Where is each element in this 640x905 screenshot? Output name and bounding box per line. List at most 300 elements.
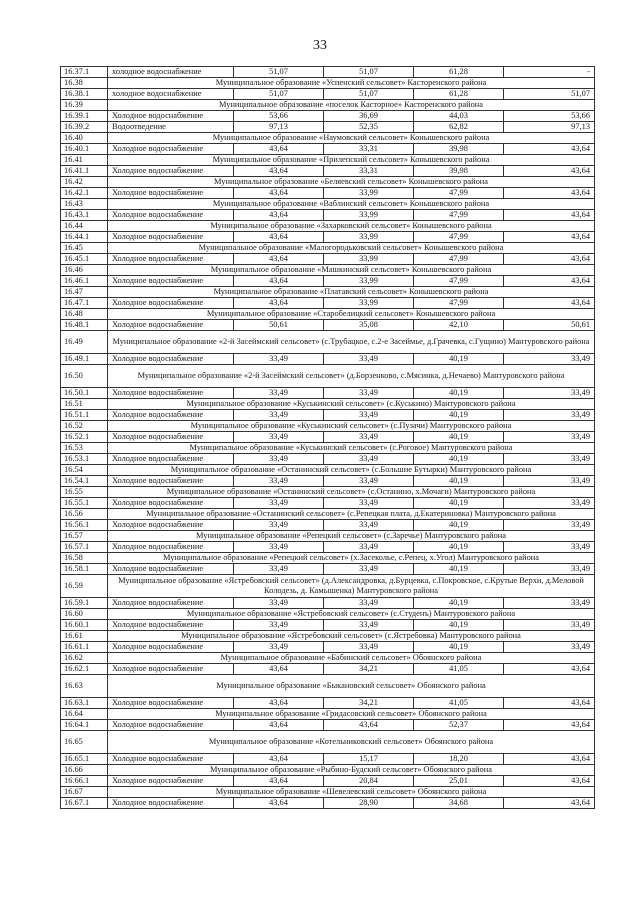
municipality-name: Муниципальное образование «Рыбино-Будский сельсовет» Обоянского района: [108, 765, 595, 776]
service-name: Холодное водоснабжение: [108, 542, 234, 553]
tariff-row: [61, 122, 595, 133]
tariff-value-4: 33,49: [504, 642, 595, 653]
municipality-row: [61, 553, 595, 564]
municipality-row: [61, 465, 595, 476]
tariff-value-2: 33,31: [324, 144, 414, 155]
tariff-value-3: 40,19: [414, 354, 504, 365]
municipality-row: [61, 487, 595, 498]
tariff-value-4: 33,49: [504, 410, 595, 421]
municipality-name: Муниципальное образование «Репецкий сельсовет» (х.Засеколье, с.Репец, х.Угол) Мантуровского района: [108, 553, 595, 564]
tariff-value-1: 53,66: [234, 111, 324, 122]
tariff-row: [61, 276, 595, 287]
tariff-row: [61, 320, 595, 331]
municipality-name: Муниципальное образование «Ястребовский сельсовет» (с.Ястребовка) Мантуровского района: [108, 631, 595, 642]
service-name: Холодное водоснабжение: [108, 776, 234, 787]
row-number: 16.52.1: [61, 432, 108, 443]
tariff-value-4: 43,64: [504, 210, 595, 221]
tariff-value-1: 43,64: [234, 210, 324, 221]
tariff-value-2: 33,49: [324, 432, 414, 443]
row-number: 16.45: [61, 243, 108, 254]
row-number: 16.40: [61, 133, 108, 144]
municipality-row: [61, 399, 595, 410]
tariff-value-4: 43,64: [504, 166, 595, 177]
tariff-value-4: 43,64: [504, 720, 595, 731]
row-number: 16.55.1: [61, 498, 108, 509]
service-name: Холодное водоснабжение: [108, 720, 234, 731]
tariff-value-3: 40,19: [414, 520, 504, 531]
tariff-value-4: 43,64: [504, 254, 595, 265]
row-number: 16.63.1: [61, 698, 108, 709]
row-number: 16.42: [61, 177, 108, 188]
row-number: 16.48: [61, 309, 108, 320]
municipality-row: [61, 575, 595, 598]
service-name: Холодное водоснабжение: [108, 166, 234, 177]
service-name: Холодное водоснабжение: [108, 798, 234, 809]
row-number: 16.38.1: [61, 89, 108, 100]
tariff-value-1: 43,64: [234, 276, 324, 287]
tariff-value-3: 42,10: [414, 320, 504, 331]
municipality-name: Муниципальное образование «Ястребовский сельсовет» (д.Александровка, д.Бурцевка, с.Покровское, с.Крутые Верхи, д.Меловой Колодезь, д. Камышенка) Мантуровского района: [108, 575, 595, 598]
tariff-value-3: 40,19: [414, 642, 504, 653]
tariff-row: [61, 254, 595, 265]
tariff-value-3: 61,28: [414, 89, 504, 100]
tariff-row: [61, 210, 595, 221]
tariff-value-2: 33,49: [324, 620, 414, 631]
row-number: 16.43.1: [61, 210, 108, 221]
tariff-value-3: 40,19: [414, 454, 504, 465]
row-number: 16.51: [61, 399, 108, 410]
tariff-value-3: 47,99: [414, 298, 504, 309]
tariff-value-1: 43,64: [234, 188, 324, 199]
municipality-name: Муниципальное образование «Останинский сельсовет» (с.Останино, х.Мочаги) Мантуровского района: [108, 487, 595, 498]
tariff-value-2: 33,99: [324, 210, 414, 221]
tariff-value-3: 41,05: [414, 698, 504, 709]
row-number: 16.39.1: [61, 111, 108, 122]
tariff-row: [61, 476, 595, 487]
municipality-name: Муниципальное образование «2-й Засеймский сельсовет» (д.Борзенково, с.Мясинка, д.Нечаево) Мантуровского района: [108, 365, 595, 388]
row-number: 16.54.1: [61, 476, 108, 487]
row-number: 16.37.1: [61, 67, 108, 78]
tariff-value-3: 47,99: [414, 276, 504, 287]
service-name: Холодное водоснабжение: [108, 144, 234, 155]
tariff-value-4: 43,64: [504, 276, 595, 287]
tariff-row: [61, 144, 595, 155]
service-name: Холодное водоснабжение: [108, 498, 234, 509]
municipality-row: [61, 287, 595, 298]
tariff-row: [61, 798, 595, 809]
tariff-row: [61, 232, 595, 243]
tariff-row: [61, 188, 595, 199]
tariff-value-4: 33,49: [504, 454, 595, 465]
row-number: 16.60: [61, 609, 108, 620]
row-number: 16.66: [61, 765, 108, 776]
tariff-value-2: 51,07: [324, 67, 414, 78]
tariff-value-1: 43,64: [234, 254, 324, 265]
tariff-value-3: 47,99: [414, 232, 504, 243]
service-name: Водоотведение: [108, 122, 234, 133]
municipality-name: Муниципальное образование «Бабинский сельсовет» Обоянского района: [108, 653, 595, 664]
row-number: 16.47.1: [61, 298, 108, 309]
row-number: 16.44: [61, 221, 108, 232]
tariff-value-3: 39,98: [414, 144, 504, 155]
municipality-row: [61, 365, 595, 388]
tariff-value-4: 43,64: [504, 754, 595, 765]
municipality-row: [61, 199, 595, 210]
page-number: 33: [313, 38, 327, 53]
tariff-value-4: 43,64: [504, 698, 595, 709]
tariff-value-2: 33,99: [324, 232, 414, 243]
tariff-row: [61, 542, 595, 553]
tariff-value-4: 43,64: [504, 776, 595, 787]
tariff-value-2: 33,99: [324, 188, 414, 199]
row-number: 16.51.1: [61, 410, 108, 421]
service-name: холодное водоснабжение: [108, 89, 234, 100]
tariff-row: [61, 388, 595, 399]
tariff-value-3: 40,19: [414, 476, 504, 487]
municipality-row: [61, 509, 595, 520]
service-name: холодное водоснабжение: [108, 67, 234, 78]
tariff-value-2: 33,99: [324, 254, 414, 265]
tariff-value-2: 33,31: [324, 166, 414, 177]
tariff-table: [60, 66, 595, 809]
tariff-value-1: 33,49: [234, 598, 324, 609]
row-number: 16.57.1: [61, 542, 108, 553]
tariff-value-3: 62,82: [414, 122, 504, 133]
tariff-value-2: 34,21: [324, 664, 414, 675]
tariff-row: [61, 166, 595, 177]
row-number: 16.53.1: [61, 454, 108, 465]
tariff-row: [61, 698, 595, 709]
service-name: Холодное водоснабжение: [108, 254, 234, 265]
tariff-value-4: 43,64: [504, 232, 595, 243]
municipality-row: [61, 421, 595, 432]
tariff-value-4: 33,49: [504, 620, 595, 631]
tariff-row: [61, 454, 595, 465]
municipality-name: Муниципальное образование «Наумовский сельсовет» Конышевского района: [108, 133, 595, 144]
municipality-row: [61, 731, 595, 754]
tariff-value-4: 50,61: [504, 320, 595, 331]
tariff-row: [61, 720, 595, 731]
row-number: 16.41: [61, 155, 108, 166]
municipality-name: Муниципальное образование «Куськинский сельсовет» (с.Роговое) Мантуровского района: [108, 443, 595, 454]
tariff-value-1: 43,64: [234, 776, 324, 787]
tariff-row: [61, 776, 595, 787]
row-number: 16.43: [61, 199, 108, 210]
municipality-row: [61, 631, 595, 642]
tariff-value-2: 51,07: [324, 89, 414, 100]
tariff-value-4: 51,07: [504, 89, 595, 100]
tariff-value-3: 34,68: [414, 798, 504, 809]
tariff-row: [61, 664, 595, 675]
tariff-value-2: 15,17: [324, 754, 414, 765]
service-name: Холодное водоснабжение: [108, 354, 234, 365]
municipality-name: Муниципальное образование «Платавский сельсовет» Конышевского района: [108, 287, 595, 298]
row-number: 16.46.1: [61, 276, 108, 287]
municipality-row: [61, 100, 595, 111]
tariff-value-1: 43,64: [234, 720, 324, 731]
tariff-value-4: 97,13: [504, 122, 595, 133]
tariff-value-3: 40,19: [414, 498, 504, 509]
row-number: 16.58: [61, 553, 108, 564]
municipality-row: [61, 155, 595, 166]
tariff-value-1: 33,49: [234, 642, 324, 653]
tariff-value-2: 52,35: [324, 122, 414, 133]
tariff-value-2: 28,90: [324, 798, 414, 809]
row-number: 16.49: [61, 331, 108, 354]
row-number: 16.59: [61, 575, 108, 598]
service-name: Холодное водоснабжение: [108, 620, 234, 631]
tariff-value-2: 33,49: [324, 642, 414, 653]
tariff-table-body: [61, 67, 595, 809]
municipality-name: Муниципальное образование «Старобелицкий сельсовет» Конышевского района: [108, 309, 595, 320]
row-number: 16.64.1: [61, 720, 108, 731]
tariff-value-3: 44,03: [414, 111, 504, 122]
municipality-row: [61, 531, 595, 542]
row-number: 16.61: [61, 631, 108, 642]
tariff-value-1: 33,49: [234, 498, 324, 509]
tariff-value-4: 43,64: [504, 664, 595, 675]
municipality-row: [61, 443, 595, 454]
tariff-value-1: 51,07: [234, 89, 324, 100]
tariff-value-3: 40,19: [414, 432, 504, 443]
municipality-name: Муниципальное образование «Беляевский сельсовет» Конышевского района: [108, 177, 595, 188]
tariff-value-4: 33,49: [504, 388, 595, 399]
municipality-row: [61, 133, 595, 144]
row-number: 16.44.1: [61, 232, 108, 243]
municipality-row: [61, 243, 595, 254]
row-number: 16.45.1: [61, 254, 108, 265]
row-number: 16.66.1: [61, 776, 108, 787]
row-number: 16.47: [61, 287, 108, 298]
tariff-value-3: 61,28: [414, 67, 504, 78]
row-number: 16.63: [61, 675, 108, 698]
tariff-value-1: 33,49: [234, 432, 324, 443]
tariff-value-3: 47,99: [414, 188, 504, 199]
municipality-name: Муниципальное образование «Успенский сельсовет» Касторенского района: [108, 78, 595, 89]
municipality-name: Муниципальное образование «Останинский сельсовет» (с.Большие Бутырки) Мантуровского района: [108, 465, 595, 476]
row-number: 16.46: [61, 265, 108, 276]
tariff-value-1: 51,07: [234, 67, 324, 78]
row-number: 16.65.1: [61, 754, 108, 765]
tariff-value-4: 33,49: [504, 542, 595, 553]
tariff-value-1: 43,64: [234, 754, 324, 765]
tariff-value-3: 40,19: [414, 564, 504, 575]
tariff-value-1: 43,64: [234, 298, 324, 309]
tariff-value-2: 33,49: [324, 388, 414, 399]
tariff-row: [61, 564, 595, 575]
service-name: Холодное водоснабжение: [108, 642, 234, 653]
tariff-value-4: 43,64: [504, 798, 595, 809]
tariff-value-4: 43,64: [504, 144, 595, 155]
tariff-value-4: 33,49: [504, 520, 595, 531]
municipality-name: Муниципальное образование «Быкановский сельсовет» Обоянского района: [108, 675, 595, 698]
service-name: Холодное водоснабжение: [108, 698, 234, 709]
tariff-value-4: 33,49: [504, 598, 595, 609]
tariff-value-2: 34,21: [324, 698, 414, 709]
tariff-value-2: 33,49: [324, 598, 414, 609]
row-number: 16.64: [61, 709, 108, 720]
tariff-value-1: 43,64: [234, 144, 324, 155]
row-number: 16.56: [61, 509, 108, 520]
row-number: 16.55: [61, 487, 108, 498]
row-number: 16.50.1: [61, 388, 108, 399]
tariff-value-1: 33,49: [234, 620, 324, 631]
tariff-value-2: 33,49: [324, 410, 414, 421]
tariff-value-1: 97,13: [234, 122, 324, 133]
row-number: 16.40.1: [61, 144, 108, 155]
row-number: 16.48.1: [61, 320, 108, 331]
tariff-value-3: 41,05: [414, 664, 504, 675]
row-number: 16.41.1: [61, 166, 108, 177]
tariff-value-2: 33,99: [324, 298, 414, 309]
service-name: Холодное водоснабжение: [108, 188, 234, 199]
tariff-value-1: 43,64: [234, 232, 324, 243]
service-name: Холодное водоснабжение: [108, 276, 234, 287]
row-number: 16.39: [61, 100, 108, 111]
municipality-row: [61, 765, 595, 776]
municipality-row: [61, 653, 595, 664]
tariff-value-4: 43,64: [504, 298, 595, 309]
row-number: 16.54: [61, 465, 108, 476]
municipality-row: [61, 609, 595, 620]
service-name: Холодное водоснабжение: [108, 664, 234, 675]
municipality-name: Муниципальное образование «Ваблинский сельсовет» Конышевского района: [108, 199, 595, 210]
row-number: 16.67: [61, 787, 108, 798]
municipality-name: Муниципальное образование «Малогородьковский сельсовет» Конышевского района: [108, 243, 595, 254]
municipality-row: [61, 177, 595, 188]
tariff-value-1: 33,49: [234, 476, 324, 487]
tariff-value-3: 25,01: [414, 776, 504, 787]
tariff-row: [61, 642, 595, 653]
service-name: Холодное водоснабжение: [108, 432, 234, 443]
row-number: 16.62.1: [61, 664, 108, 675]
service-name: Холодное водоснабжение: [108, 476, 234, 487]
tariff-value-4: 33,49: [504, 564, 595, 575]
tariff-value-3: 40,19: [414, 542, 504, 553]
row-number: 16.65: [61, 731, 108, 754]
row-number: 16.39.2: [61, 122, 108, 133]
tariff-value-4: 53,66: [504, 111, 595, 122]
municipality-row: [61, 265, 595, 276]
tariff-value-2: 33,49: [324, 520, 414, 531]
service-name: Холодное водоснабжение: [108, 298, 234, 309]
tariff-value-3: 40,19: [414, 598, 504, 609]
municipality-name: Муниципальное образование «Захарковский сельсовет» Конышевского района: [108, 221, 595, 232]
row-number: 16.38: [61, 78, 108, 89]
municipality-name: Муниципальное образование «Куськинский сельсовет» (с.Пузачи) Мантуровского района: [108, 421, 595, 432]
tariff-value-3: 47,99: [414, 254, 504, 265]
municipality-name: Муниципальное образование «поселок Касторное» Касторенского района: [108, 100, 595, 111]
tariff-value-3: 40,19: [414, 388, 504, 399]
service-name: Холодное водоснабжение: [108, 320, 234, 331]
service-name: Холодное водоснабжение: [108, 520, 234, 531]
tariff-value-1: 33,49: [234, 354, 324, 365]
tariff-value-3: 18,20: [414, 754, 504, 765]
municipality-name: Муниципальное образование «Машкинский сельсовет» Конышевского района: [108, 265, 595, 276]
tariff-value-4: 33,49: [504, 354, 595, 365]
row-number: 16.52: [61, 421, 108, 432]
service-name: Холодное водоснабжение: [108, 210, 234, 221]
municipality-name: Муниципальное образование «Куськинский сельсовет» (с.Куськино) Мантуровского района: [108, 399, 595, 410]
row-number: 16.60.1: [61, 620, 108, 631]
municipality-name: Муниципальное образование «Шевелевский сельсовет» Обоянского района: [108, 787, 595, 798]
row-number: 16.56.1: [61, 520, 108, 531]
tariff-value-1: 33,49: [234, 542, 324, 553]
tariff-value-2: 33,49: [324, 454, 414, 465]
row-number: 16.61.1: [61, 642, 108, 653]
tariff-value-4: -: [504, 67, 595, 78]
tariff-value-2: 33,99: [324, 276, 414, 287]
tariff-value-4: 43,64: [504, 188, 595, 199]
tariff-value-4: 33,49: [504, 498, 595, 509]
municipality-name: Муниципальное образование «Ястребовский сельсовет» (с.Студенъ) Мантуровского района: [108, 609, 595, 620]
row-number: 16.57: [61, 531, 108, 542]
tariff-row: [61, 620, 595, 631]
tariff-row: [61, 89, 595, 100]
tariff-value-2: 33,49: [324, 498, 414, 509]
service-name: Холодное водоснабжение: [108, 232, 234, 243]
tariff-row: [61, 432, 595, 443]
tariff-value-2: 33,49: [324, 542, 414, 553]
tariff-row: [61, 67, 595, 78]
tariff-row: [61, 111, 595, 122]
municipality-name: Муниципальное образование «Котельниковский сельсовет» Обоянского района: [108, 731, 595, 754]
service-name: Холодное водоснабжение: [108, 410, 234, 421]
municipality-row: [61, 787, 595, 798]
service-name: Холодное водоснабжение: [108, 598, 234, 609]
tariff-value-1: 33,49: [234, 564, 324, 575]
row-number: 16.67.1: [61, 798, 108, 809]
municipality-row: [61, 221, 595, 232]
tariff-value-2: 33,49: [324, 476, 414, 487]
service-name: Холодное водоснабжение: [108, 754, 234, 765]
tariff-value-2: 43,64: [324, 720, 414, 731]
tariff-row: [61, 598, 595, 609]
tariff-row: [61, 754, 595, 765]
municipality-name: Муниципальное образование «Останинский сельсовет» (с.Репецкая плата, д.Екатериновка) Мантуровского района: [108, 509, 595, 520]
tariff-row: [61, 498, 595, 509]
tariff-value-3: 47,99: [414, 210, 504, 221]
tariff-value-2: 33,49: [324, 354, 414, 365]
service-name: Холодное водоснабжение: [108, 454, 234, 465]
row-number: 16.58.1: [61, 564, 108, 575]
tariff-value-2: 35,08: [324, 320, 414, 331]
tariff-row: [61, 410, 595, 421]
municipality-name: Муниципальное образование «Гридасовский сельсовет» Обоянского района: [108, 709, 595, 720]
municipality-name: Муниципальное образование «Репецкий сельсовет» (с.Заречье) Мантуровского района: [108, 531, 595, 542]
service-name: Холодное водоснабжение: [108, 388, 234, 399]
tariff-value-3: 40,19: [414, 620, 504, 631]
row-number: 16.42.1: [61, 188, 108, 199]
tariff-value-1: 43,64: [234, 798, 324, 809]
row-number: 16.50: [61, 365, 108, 388]
row-number: 16.62: [61, 653, 108, 664]
tariff-value-4: 33,49: [504, 476, 595, 487]
municipality-row: [61, 309, 595, 320]
tariff-value-1: 33,49: [234, 454, 324, 465]
tariff-value-3: 39,98: [414, 166, 504, 177]
tariff-value-2: 20,84: [324, 776, 414, 787]
tariff-value-1: 33,49: [234, 388, 324, 399]
tariff-row: [61, 354, 595, 365]
municipality-row: [61, 675, 595, 698]
service-name: Холодное водоснабжение: [108, 111, 234, 122]
tariff-value-1: 43,64: [234, 698, 324, 709]
tariff-value-3: 52,37: [414, 720, 504, 731]
row-number: 16.49.1: [61, 354, 108, 365]
row-number: 16.59.1: [61, 598, 108, 609]
municipality-name: Муниципальное образование «Прилепский сельсовет» Конышевского района: [108, 155, 595, 166]
